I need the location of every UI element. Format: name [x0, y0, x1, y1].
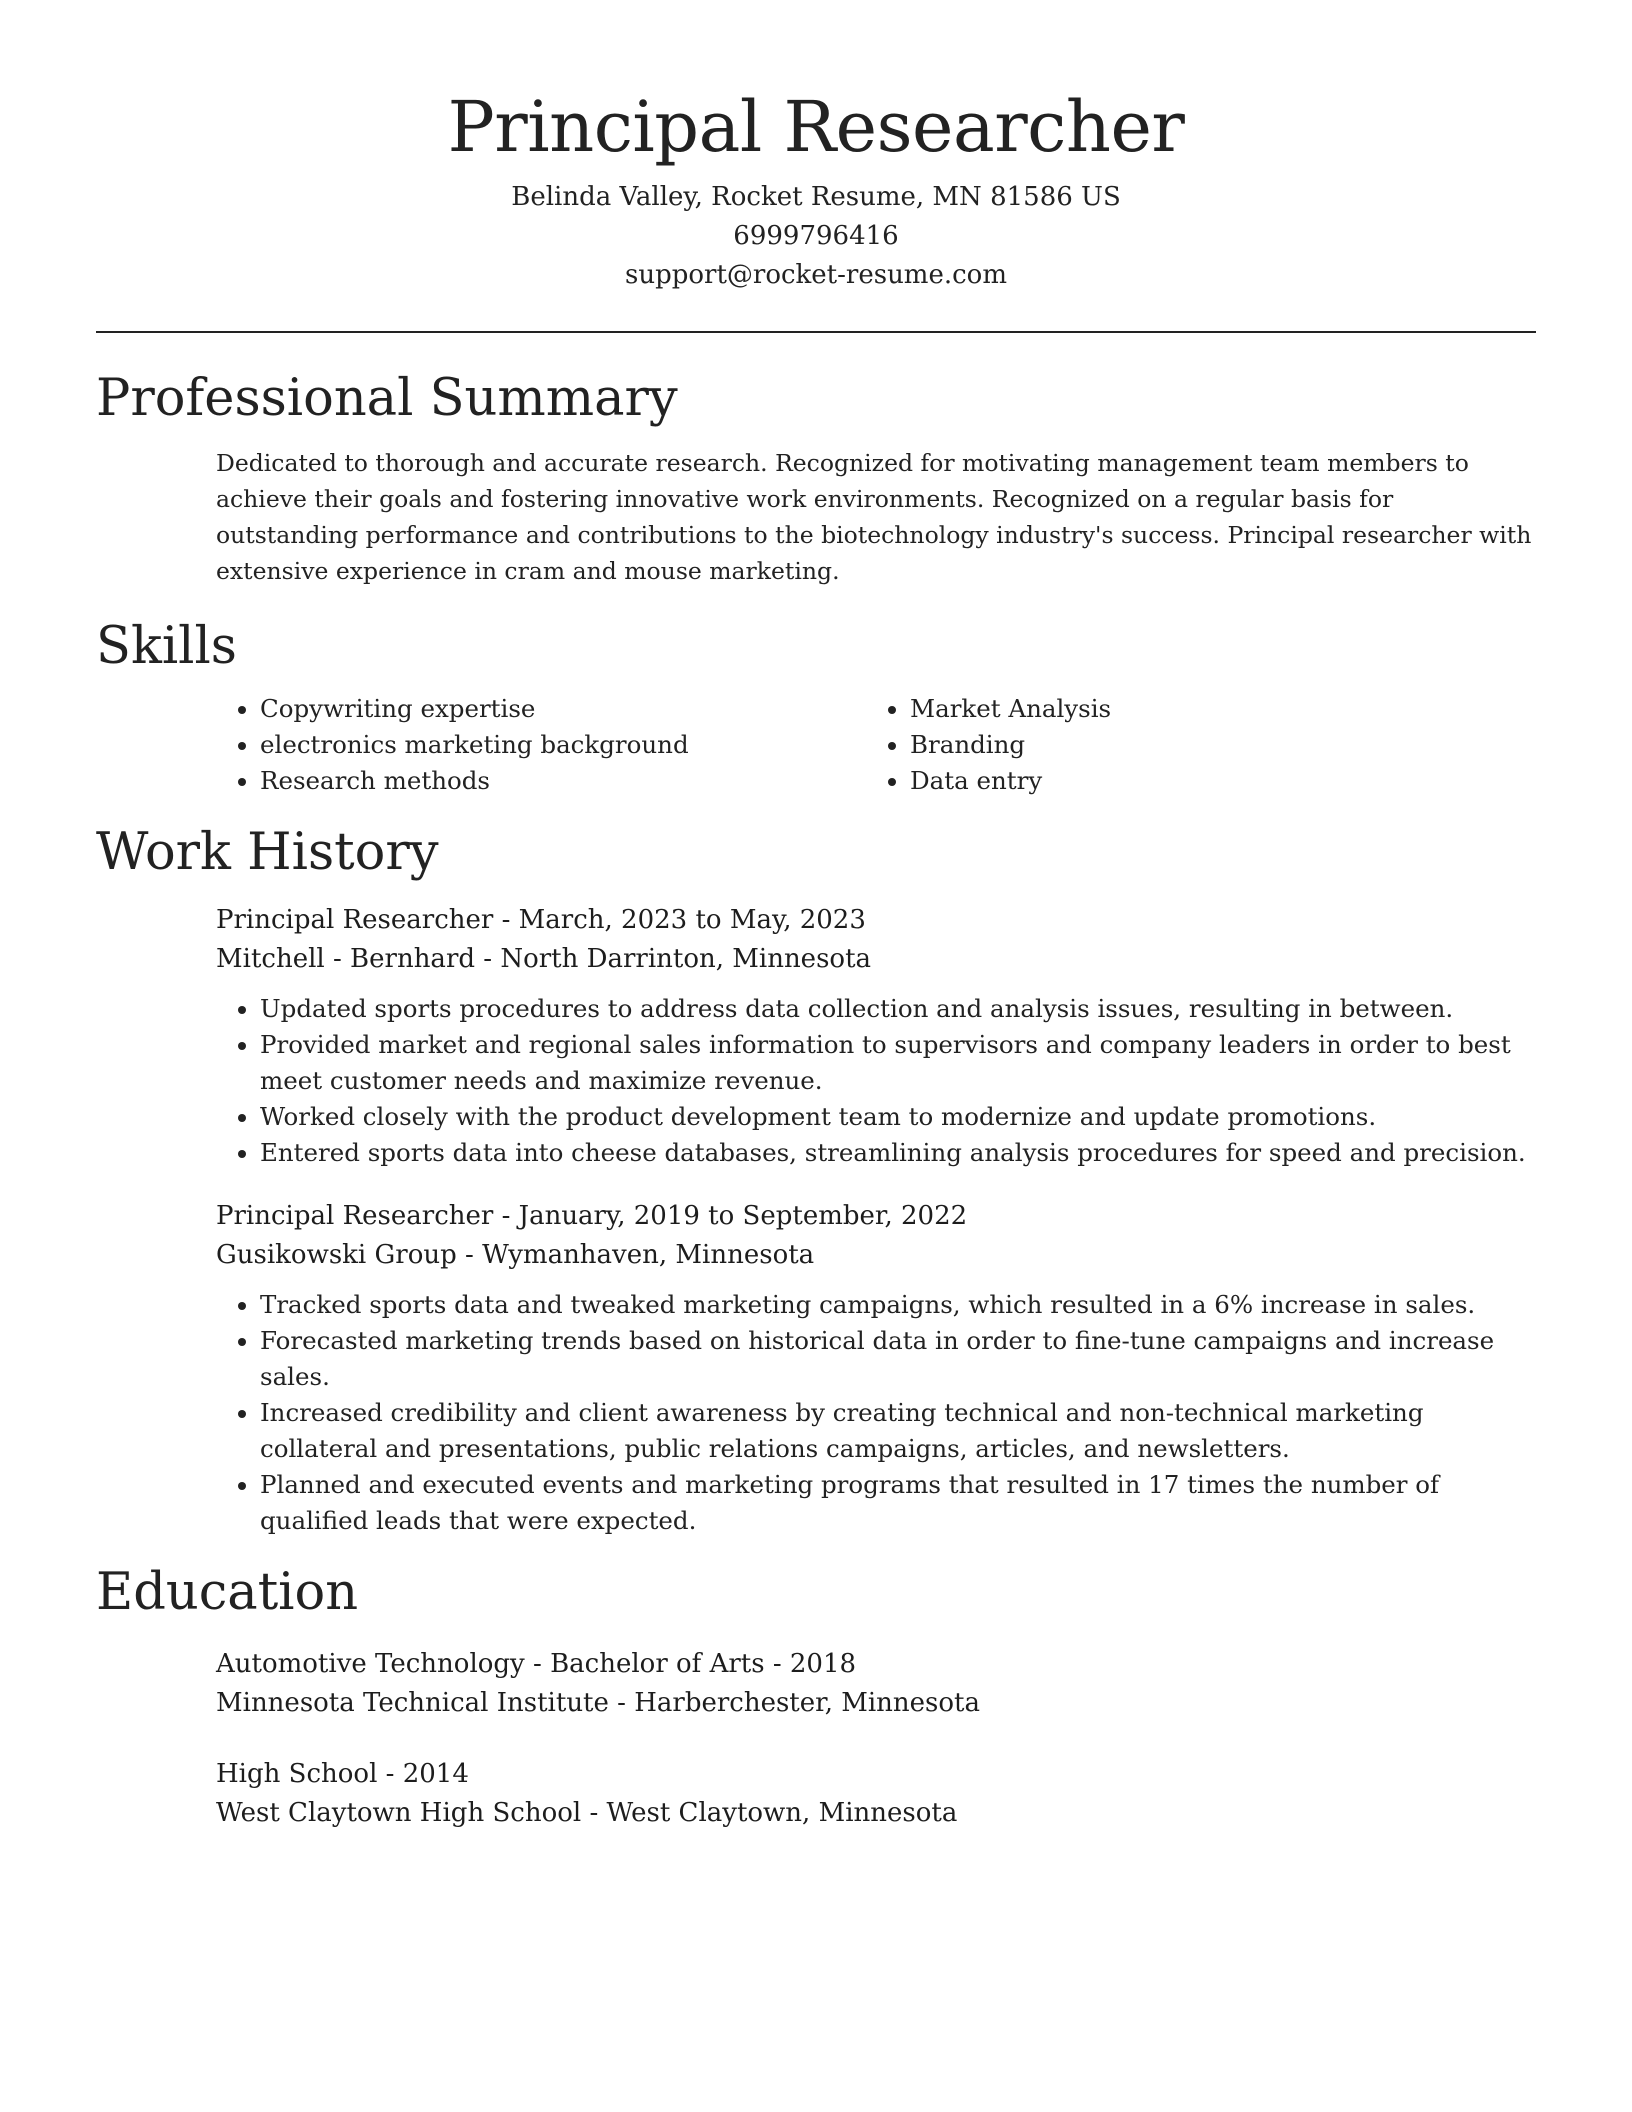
skills-section: [96, 615, 1536, 799]
work-history-section: [96, 821, 1536, 1539]
education-section: [96, 1561, 1536, 1833]
summary-section: [96, 367, 1536, 589]
job-company-location: Mitchell - Bernhard - North Darrinton, Minnesota: [216, 944, 872, 974]
job-role-dates: Principal Researcher - January, 2019 to September, 2022: [216, 1201, 968, 1231]
summary-heading: Professional Summary: [96, 369, 678, 428]
job-bullet: • Updated sports procedures to address data collection and analysis issues, resulting in between.: [260, 991, 1536, 1027]
job-bullet: • Entered sports data into cheese databases, streamlining analysis procedures for speed and precision.: [260, 1135, 1536, 1171]
skill-item: • Market Analysis: [910, 691, 1516, 727]
job-bullets: [216, 1287, 1536, 1539]
education-degree: Automotive Technology - Bachelor of Arts - 2018: [216, 1649, 857, 1679]
job-bullet: • Worked closely with the product development team to modernize and update promotions.: [260, 1099, 1536, 1135]
skills-grid: [216, 691, 1536, 799]
contact-address: Belinda Valley, Rocket Resume, MN 81586 US: [511, 182, 1121, 212]
skills-column-1: [216, 691, 866, 799]
skill-item: • Copywriting expertise: [260, 691, 866, 727]
job-bullet: • Forecasted marketing trends based on historical data in order to fine-tune campaigns and increase sales.: [260, 1323, 1536, 1395]
education-school: Minnesota Technical Institute - Harberchester, Minnesota: [216, 1688, 981, 1718]
job-entry: [216, 901, 1536, 1171]
contact-email: support@rocket-resume.com: [624, 260, 1007, 290]
contact-phone: 6999796416: [733, 221, 899, 251]
job-bullet: • Tracked sports data and tweaked marketing campaigns, which resulted in a 6% increase in sales.: [260, 1287, 1536, 1323]
job-role-dates: Principal Researcher - March, 2023 to May, 2023: [216, 905, 866, 935]
summary-text: Dedicated to thorough and accurate research. Recognized for motivating management team members to achieve their goals and fostering innovative work environments. Recognized on a regular basis for outstanding performance and contributions to the biotechnology industry's success. Principal researcher with extensive experience in cram and mouse marketing.: [216, 449, 1532, 585]
skill-item: • Data entry: [910, 763, 1516, 799]
education-entry: [216, 1645, 1536, 1723]
job-bullets: [216, 991, 1536, 1171]
work-history-heading: Work History: [96, 823, 439, 882]
job-bullet: • Planned and executed events and marketing programs that resulted in 17 times the number of qualified leads that were expected.: [260, 1467, 1536, 1539]
skill-item: • Research methods: [260, 763, 866, 799]
education-degree: High School - 2014: [216, 1759, 469, 1789]
education-entry: [216, 1755, 1536, 1833]
job-bullet: • Provided market and regional sales information to supervisors and company leaders in order to best meet customer needs and maximize revenue.: [260, 1027, 1536, 1099]
skill-item: • electronics marketing background: [260, 727, 866, 763]
resume-header: [96, 0, 1536, 295]
skills-column-2: [866, 691, 1516, 799]
education-heading: Education: [96, 1563, 359, 1622]
skill-item: • Branding: [910, 727, 1516, 763]
job-company-location: Gusikowski Group - Wymanhaven, Minnesota: [216, 1240, 815, 1270]
job-entry: [216, 1197, 1536, 1539]
skills-heading: Skills: [96, 617, 237, 676]
header-divider: [96, 331, 1536, 333]
resume-name: Principal Researcher: [447, 86, 1185, 168]
education-school: West Claytown High School - West Claytown, Minnesota: [216, 1798, 958, 1828]
job-bullet: • Increased credibility and client awareness by creating technical and non-technical marketing collateral and presentations, public relations campaigns, articles, and newsletters.: [260, 1395, 1536, 1467]
